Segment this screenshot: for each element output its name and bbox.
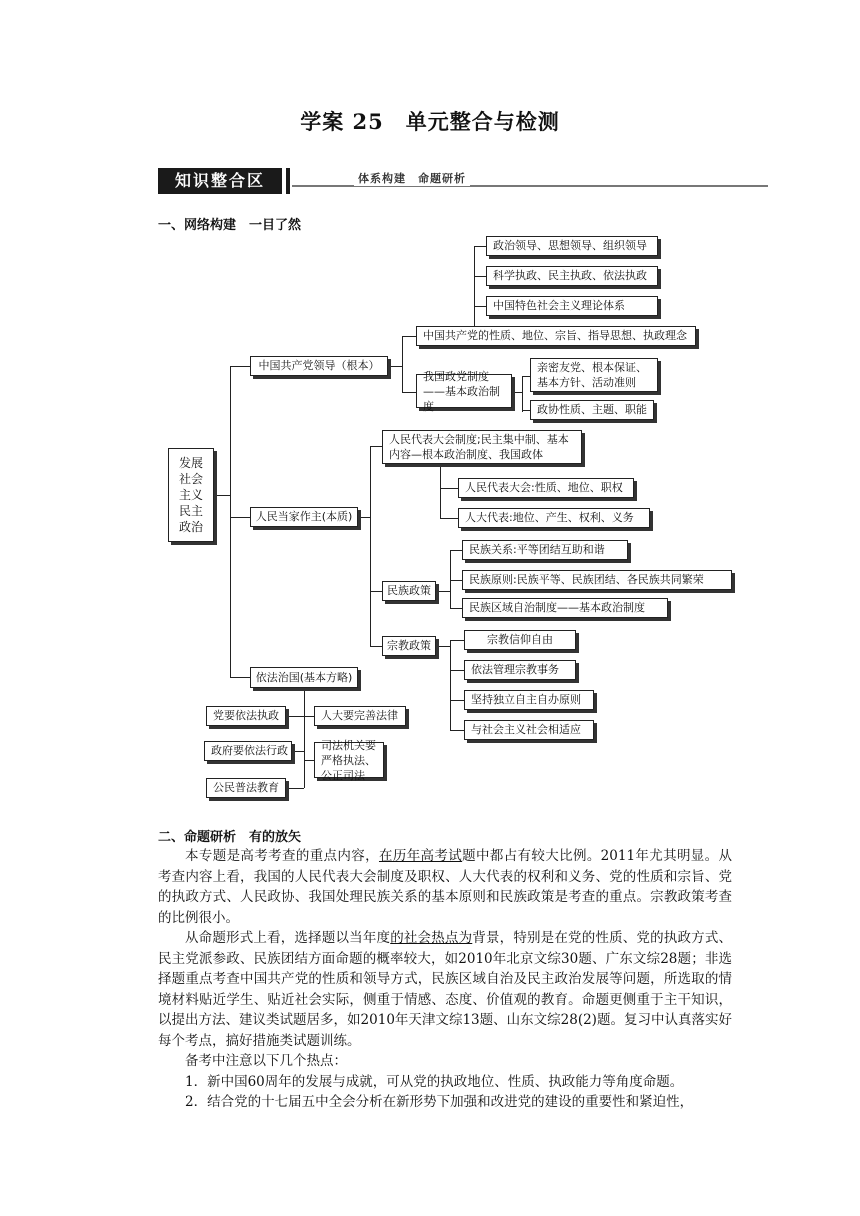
paragraph-2: 从命题形式上看，选择题以当年度的社会热点为背景，特别是在党的性质、党的执政方式、民主党派参政、民族团结方面命题的概率较大，如2010年北京文综30题、广东文综28题；非选择题重点考查中国共产党的性质和领导方式，民族区域自治及民主政治发展等问题，所选取的情境材料贴近学生、贴近社会实际，侧重于情感、态度、价值观的教育。命题更侧重于主干知识，以提出方法、建议类试题居多，如2010年天津文综13题、山东文综28(2)题。复习中认真落实好每个考点，搞好措施类试题训练。 — [158, 930, 733, 1049]
law-left-3: 公民普法教育 — [206, 778, 286, 798]
party-system-node: 我国政党制度——基本政治制度 — [416, 374, 512, 408]
banner-bar — [286, 168, 290, 194]
npc-item-2: 人大代表:地位、产生、权利、义务 — [458, 508, 650, 528]
party-nature-node: 中国共产党的性质、地位、宗旨、指导思想、执政理念 — [416, 326, 696, 346]
banner-badge: 知识整合区 — [158, 168, 282, 194]
paragraph-1: 本专题是高考考查的重点内容，在历年高考试题中都占有较大比例。2011年尤其明显。从考查内容上看，我国的人民代表大会制度及职权、人大代表的权利和义务、党的性质和宗旨、党的执政方式、人民政协、我国处理民族关系的基本原则和民族政策是考查的重点。宗教政策考查的比例很小。 — [158, 848, 733, 926]
page-title — [0, 106, 860, 136]
title-text: 单元整合与检测 — [405, 109, 560, 134]
religion-item-1: 宗教信仰自由 — [464, 630, 576, 650]
npc-item-1: 人民代表大会:性质、地位、职权 — [458, 478, 634, 498]
ethnic-item-2: 民族原则:民族平等、民族团结、各民族共同繁荣 — [462, 570, 732, 590]
party-system-item-1: 亲密友党、根本保证、基本方针、活动准则 — [530, 358, 658, 392]
ethnic-policy-node: 民族政策 — [382, 581, 436, 601]
party-item-2: 科学执政、民主执政、依法执政 — [486, 266, 658, 286]
root-node: 发展社会主义民主政治 — [168, 448, 214, 542]
law-right-1: 人大要完善法律 — [314, 706, 406, 726]
paragraph-3: 备考中注意以下几个热点： — [185, 1053, 347, 1069]
religion-item-3: 坚持独立自主自办原则 — [464, 690, 594, 710]
body-text — [158, 846, 732, 1113]
law-left-1: 党要依法执政 — [206, 706, 286, 726]
title-number: 学案 25 — [300, 109, 384, 134]
law-node: 依法治国(基本方略) — [250, 667, 358, 688]
party-system-item-2: 政协性质、主题、职能 — [530, 400, 654, 420]
npc-system-node: 人民代表大会制度;民主集中制、基本内容—根本政治制度、我国政体 — [382, 430, 582, 464]
section-heading-1: 一、网络构建 一目了然 — [158, 218, 302, 233]
paragraph-4: 1．新中国60周年的发展与成就，可从党的执政地位、性质、执政能力等角度命题。 — [185, 1073, 684, 1090]
religion-policy-node: 宗教政策 — [382, 636, 436, 656]
law-right-2: 司法机关要严格执法、公正司法 — [314, 742, 384, 778]
banner-tag: 体系构建 命题研析 — [354, 170, 470, 186]
law-left-2: 政府要依法行政 — [204, 741, 292, 761]
party-leadership-node: 中国共产党领导（根本） — [250, 356, 388, 376]
party-item-1: 政治领导、思想领导、组织领导 — [486, 236, 658, 256]
section-heading-2: 二、命题研析 有的放矢 — [158, 830, 302, 845]
paragraph-5: 2．结合党的十七届五中全会分析在新形势下加强和改进党的建设的重要性和紧迫性， — [185, 1094, 694, 1110]
party-item-3: 中国特色社会主义理论体系 — [486, 296, 658, 316]
ethnic-item-3: 民族区域自治制度——基本政治制度 — [462, 598, 668, 618]
people-node: 人民当家作主(本质) — [250, 507, 358, 527]
religion-item-2: 依法管理宗教事务 — [464, 660, 576, 680]
section-banner — [158, 168, 768, 196]
ethnic-item-1: 民族关系:平等团结互助和谐 — [462, 540, 628, 560]
religion-item-4: 与社会主义社会相适应 — [464, 720, 594, 740]
